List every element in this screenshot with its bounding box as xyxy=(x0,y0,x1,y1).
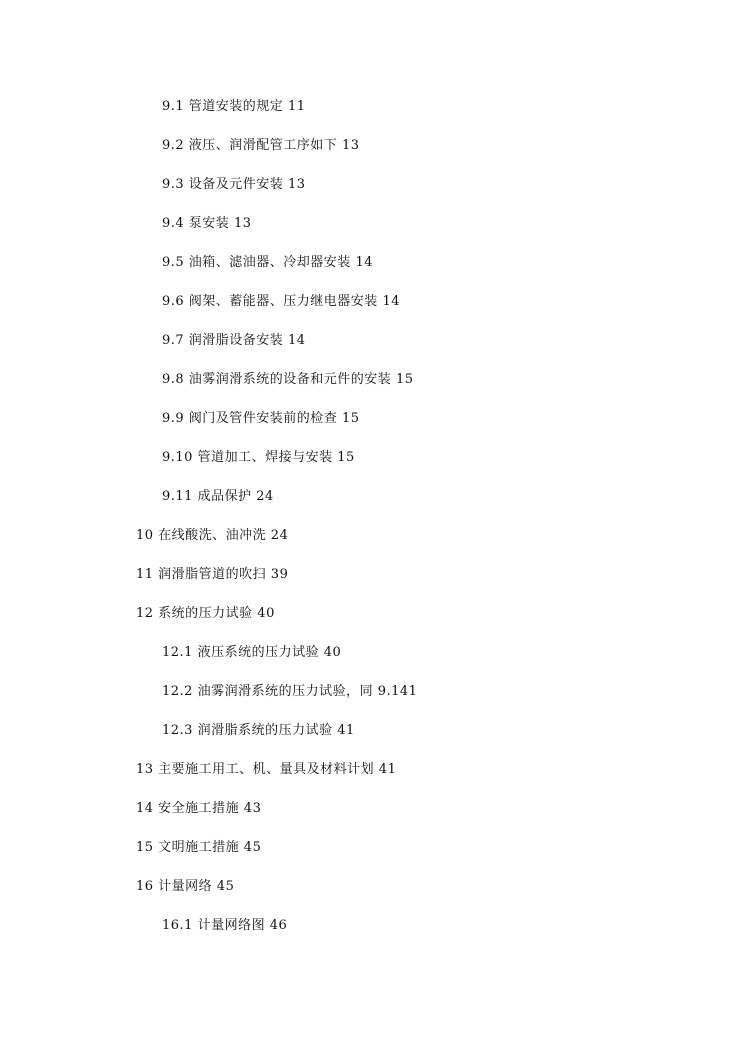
toc-entry-12-3: 12.3 润滑脂系统的压力试验 41 xyxy=(162,723,355,738)
toc-entry-9-3: 9.3 设备及元件安装 13 xyxy=(162,177,306,192)
table-of-contents xyxy=(0,94,744,952)
toc-entry-13: 13 主要施工用工、机、量具及材料计划 41 xyxy=(136,762,397,777)
toc-entry-9-9: 9.9 阀门及管件安装前的检查 15 xyxy=(162,411,360,426)
toc-entry-9-1: 9.1 管道安装的规定 11 xyxy=(162,99,306,114)
toc-entry-16: 16 计量网络 45 xyxy=(136,879,235,894)
toc-entry-12: 12 系统的压力试验 40 xyxy=(136,606,275,621)
toc-entry-9-5: 9.5 油箱、滤油器、冷却器安装 14 xyxy=(162,255,373,270)
toc-entry-9-7: 9.7 润滑脂设备安装 14 xyxy=(162,333,306,348)
toc-entry-12-2: 12.2 油雾润滑系统的压力试验，同 9.141 xyxy=(162,684,418,699)
toc-entry-11: 11 润滑脂管道的吹扫 39 xyxy=(136,567,289,582)
toc-entry-9-8: 9.8 油雾润滑系统的设备和元件的安装 15 xyxy=(162,372,414,387)
toc-entry-15: 15 文明施工措施 45 xyxy=(136,840,262,855)
toc-entry-9-4: 9.4 泵安装 13 xyxy=(162,216,252,231)
toc-entry-9-10: 9.10 管道加工、焊接与安装 15 xyxy=(162,450,355,465)
toc-entry-10: 10 在线酸洗、油冲洗 24 xyxy=(136,528,289,543)
toc-entry-9-11: 9.11 成品保护 24 xyxy=(162,489,274,504)
toc-entry-16-1: 16.1 计量网络图 46 xyxy=(162,918,288,933)
toc-entry-14: 14 安全施工措施 43 xyxy=(136,801,262,816)
toc-entry-9-6: 9.6 阀架、蓄能器、压力继电器安装 14 xyxy=(162,294,400,309)
toc-entry-12-1: 12.1 液压系统的压力试验 40 xyxy=(162,645,342,660)
toc-entry-9-2: 9.2 液压、润滑配管工序如下 13 xyxy=(162,138,360,153)
